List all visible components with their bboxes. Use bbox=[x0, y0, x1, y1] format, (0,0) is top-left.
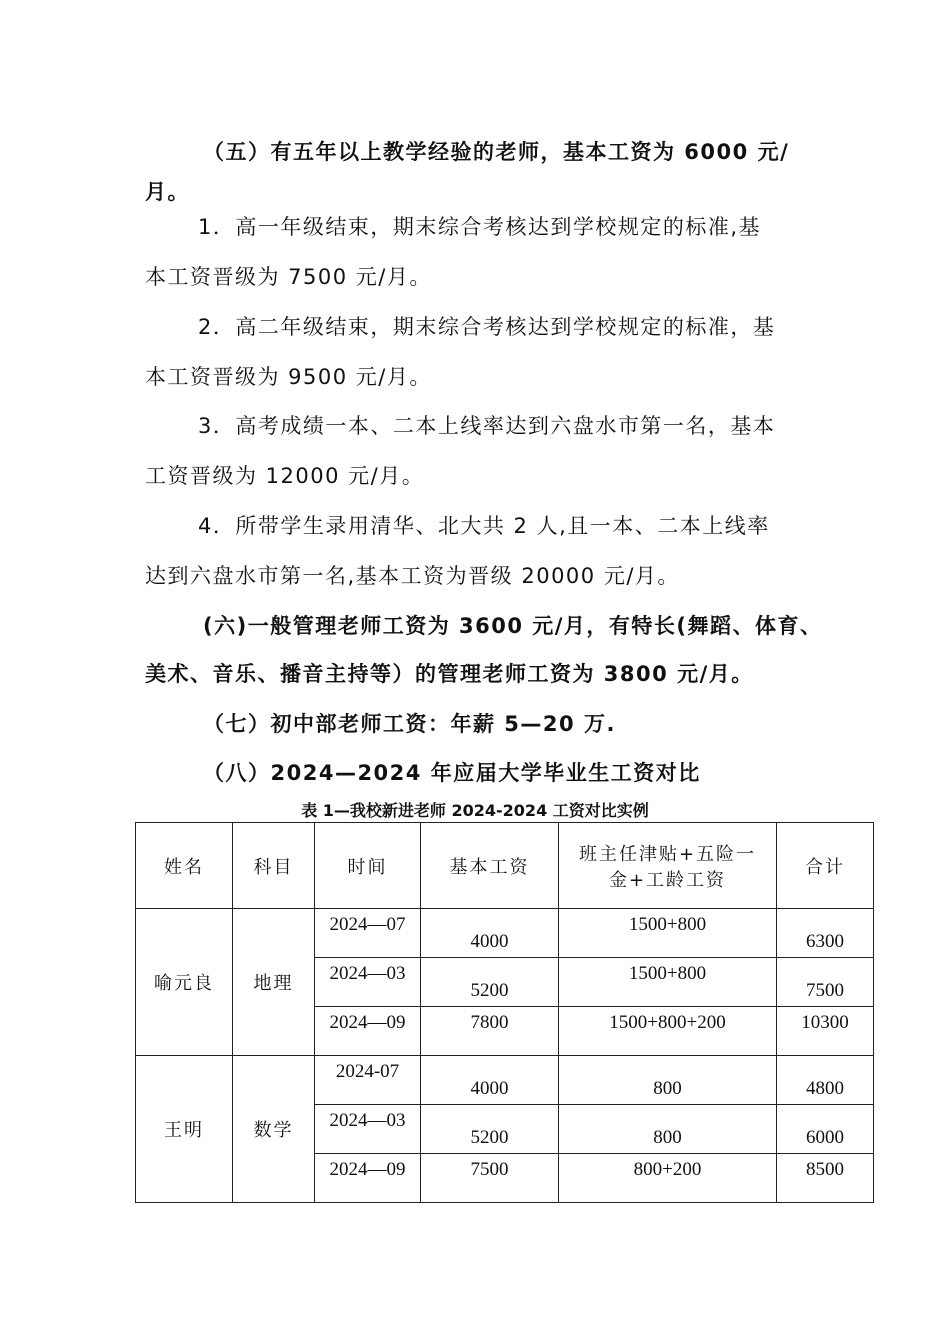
allowance-cell: 800+200 bbox=[559, 1154, 777, 1203]
header-total: 合计 bbox=[777, 823, 874, 909]
item-4-line-1: 4．所带学生录用清华、北大共 2 人,且一本、二本上线率 bbox=[198, 514, 770, 538]
total-cell: 6300 bbox=[777, 909, 874, 958]
base-salary-cell: 5200 bbox=[421, 958, 559, 1007]
base-salary-cell: 5200 bbox=[421, 1105, 559, 1154]
section-7: （七）初中部老师工资：年薪 5—20 万. bbox=[203, 712, 616, 736]
allowance-cell: 800 bbox=[559, 1056, 777, 1105]
table-row bbox=[136, 909, 874, 958]
base-salary-cell: 7500 bbox=[421, 1154, 559, 1203]
base-salary-cell: 4000 bbox=[421, 909, 559, 958]
table-caption: 表 1—我校新进老师 2024-2024 工资对比实例 bbox=[301, 801, 649, 820]
total-cell: 4800 bbox=[777, 1056, 874, 1105]
item-4-line-2: 达到六盘水市第一名,基本工资为晋级 20000 元/月。 bbox=[145, 564, 680, 588]
section-8-heading: （八）2024—2024 年应届大学毕业生工资对比 bbox=[203, 761, 701, 785]
section-5-line-1: （五）有五年以上教学经验的老师，基本工资为 6000 元/ bbox=[203, 140, 790, 164]
teacher-subject: 数学 bbox=[233, 1056, 315, 1203]
teacher-name: 王明 bbox=[136, 1056, 233, 1203]
base-salary-cell: 7800 bbox=[421, 1007, 559, 1056]
teacher-name: 喻元良 bbox=[136, 909, 233, 1056]
time-cell: 2024—09 bbox=[315, 1154, 421, 1203]
time-cell: 2024—07 bbox=[315, 909, 421, 958]
salary-comparison-table bbox=[135, 822, 874, 1203]
allowance-cell: 1500+800 bbox=[559, 909, 777, 958]
item-1-line-1: 1．高一年级结束，期末综合考核达到学校规定的标准,基 bbox=[198, 215, 762, 239]
time-cell: 2024—03 bbox=[315, 1105, 421, 1154]
allowance-cell: 1500+800 bbox=[559, 958, 777, 1007]
time-cell: 2024-07 bbox=[315, 1056, 421, 1105]
allowance-cell: 800 bbox=[559, 1105, 777, 1154]
allowance-cell: 1500+800+200 bbox=[559, 1007, 777, 1056]
section-6-line-1: (六)一般管理老师工资为 3600 元/月，有特长(舞蹈、体育、 bbox=[203, 614, 823, 638]
header-time: 时间 bbox=[315, 823, 421, 909]
header-base-salary: 基本工资 bbox=[421, 823, 559, 909]
total-cell: 10300 bbox=[777, 1007, 874, 1056]
table-header-row bbox=[136, 823, 874, 909]
table-row bbox=[136, 1056, 874, 1105]
time-cell: 2024—09 bbox=[315, 1007, 421, 1056]
total-cell: 6000 bbox=[777, 1105, 874, 1154]
section-6-line-2: 美术、音乐、播音主持等）的管理老师工资为 3800 元/月。 bbox=[145, 662, 754, 686]
total-cell: 7500 bbox=[777, 958, 874, 1007]
item-3-line-2: 工资晋级为 12000 元/月。 bbox=[145, 464, 425, 488]
header-subject: 科目 bbox=[233, 823, 315, 909]
total-cell: 8500 bbox=[777, 1154, 874, 1203]
item-2-line-1: 2．高二年级结束，期末综合考核达到学校规定的标准，基 bbox=[198, 315, 776, 339]
section-5-line-2: 月。 bbox=[145, 180, 190, 204]
base-salary-cell: 4000 bbox=[421, 1056, 559, 1105]
item-2-line-2: 本工资晋级为 9500 元/月。 bbox=[145, 365, 432, 389]
item-1-line-2: 本工资晋级为 7500 元/月。 bbox=[145, 265, 432, 289]
teacher-subject: 地理 bbox=[233, 909, 315, 1056]
item-3-line-1: 3．高考成绩一本、二本上线率达到六盘水市第一名，基本 bbox=[198, 414, 776, 438]
header-name: 姓名 bbox=[136, 823, 233, 909]
time-cell: 2024—03 bbox=[315, 958, 421, 1007]
header-allowance: 班主任津贴+五险一金+工龄工资 bbox=[559, 823, 777, 909]
